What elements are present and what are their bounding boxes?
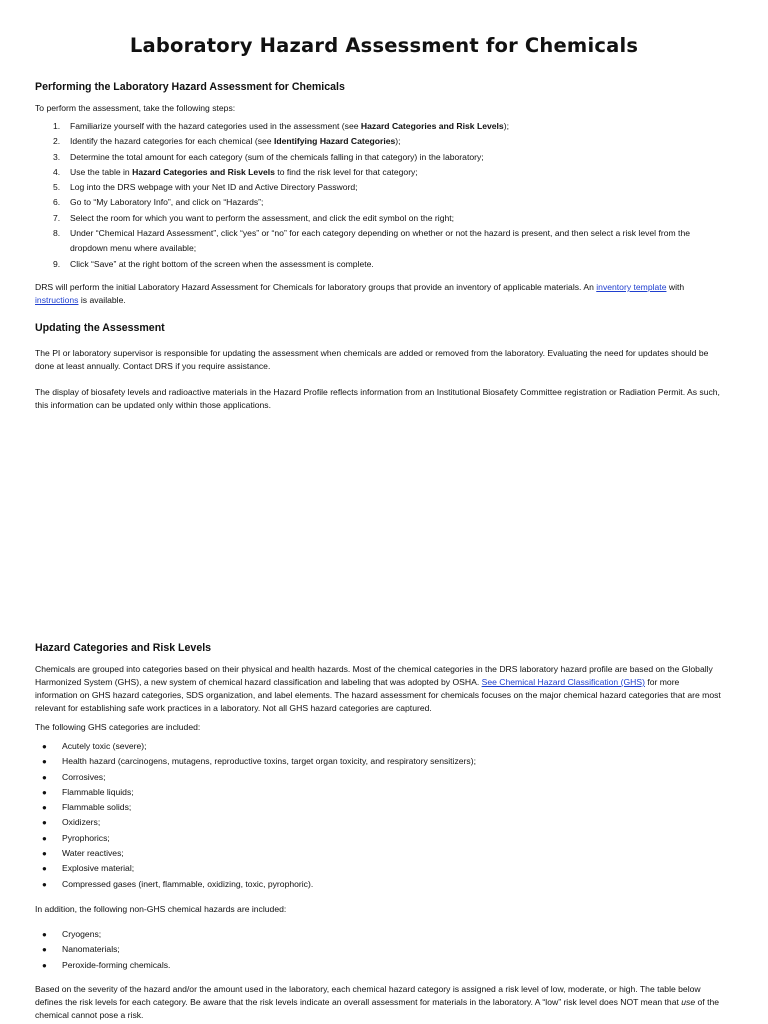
list-item: ● Flammable solids; [42, 802, 132, 813]
list-item: ● Oxidizers; [42, 817, 101, 828]
step-item: 2. Identify the hazard categories for each chemical (see Identifying Hazard Categories); [53, 136, 401, 147]
step-item: 9. Click “Save” at the right bottom of the screen when the assessment is complete. [53, 258, 374, 269]
non-ghs-categories-list [35, 927, 170, 973]
page-title: Laboratory Hazard Assessment for Chemicals [129, 34, 639, 57]
section-heading-categories: Hazard Categories and Risk Levels [35, 642, 212, 654]
steps-intro: To perform the assessment, take the following steps: [35, 103, 236, 113]
list-item: ● Compressed gases (inert, flammable, oxidizing, toxic, pyrophoric). [42, 878, 314, 889]
step-item: 1. Familiarize yourself with the hazard categories used in the assessment (see Hazard Categories and Risk Levels); [53, 121, 509, 131]
step-item: 8. Under “Chemical Hazard Assessment”, click “yes” or “no” for each category depending on whether or not the hazard is present, and then select a risk level from the dropdown menu where available; [53, 228, 691, 254]
step-item: 5. Log into the DRS webpage with your Net ID and Active Directory Password; [53, 182, 358, 193]
section-heading-performing: Performing the Laboratory Hazard Assessment for Chemicals [35, 81, 345, 93]
instructions-link[interactable]: instructions [35, 295, 79, 305]
list-item: ● Acutely toxic (severe); [42, 741, 147, 751]
step-item: 7. Select the room for which you want to perform the assessment, and click the edit symbol on the right; [53, 212, 455, 223]
ghs-intro: The following GHS categories are included: [35, 722, 201, 732]
list-item: ● Pyrophorics; [42, 832, 110, 843]
list-item: ● Nanomaterials; [42, 944, 120, 955]
list-item: ● Cryogens; [42, 929, 102, 939]
ghs-categories-list [35, 739, 476, 892]
categories-paragraph: Chemicals are grouped into categories based on their physical and health hazards. Most of the chemical categories in the DRS laboratory hazard profile are based on the Globally Harmonized System (GHS), a new system of chemical hazard classification and labeling that was adopted by OSHA. See Chemical Hazard Classification (GHS) for more information on GHS hazard categories, SDS organization, and label elements. The hazard assessment for chemicals focuses on the major chemical hazard categories that are most relevant for establishing safe work practices in a laboratory. Not all GHS hazard categories are captured. [35, 664, 721, 713]
step-item: 3. Determine the total amount for each category (sum of the chemicals falling in that category) in the laboratory; [53, 151, 484, 162]
list-item: ● Health hazard (carcinogens, mutagens, reproductive toxins, target organ toxicity, and respiratory sensitizers); [42, 756, 476, 767]
list-item: ● Water reactives; [42, 848, 124, 859]
step-item: 4. Use the table in Hazard Categories and Risk Levels to find the risk level for that category; [53, 166, 418, 177]
updating-paragraph-1: The PI or laboratory supervisor is responsible for updating the assessment when chemicals are added or removed from the laboratory. Evaluating the need for updates should be done at least annually. Contact DRS if you require assistance. [35, 348, 709, 371]
list-item: ● Flammable liquids; [42, 786, 134, 797]
non-ghs-intro: In addition, the following non-GHS chemical hazards are included: [35, 904, 287, 914]
step-item: 6. Go to “My Laboratory Info”, and click on “Hazards”; [53, 197, 264, 208]
updating-paragraph-2: The display of biosafety levels and radioactive materials in the Hazard Profile reflects information from an Institutional Biosafety Committee registration or Radiation Permit. As such, this information can be updated only within those applications. [35, 387, 720, 410]
risk-level-paragraph: Based on the severity of the hazard and/or the amount used in the laboratory, each chemical hazard category is assigned a risk level of low, moderate, or high. The table below defines the risk levels for each category. Be aware that the risk levels indicate an overall assessment for materials in the laboratory. A “low” risk level does NOT mean that use of the chemical cannot pose a risk. [35, 984, 720, 1020]
inventory-template-link[interactable]: inventory template [596, 282, 667, 292]
list-item: ● Explosive material; [42, 863, 135, 874]
section-heading-updating: Updating the Assessment [35, 322, 165, 334]
drs-paragraph: DRS will perform the initial Laboratory Hazard Assessment for Chemicals for laboratory groups that provide an inventory of applicable materials. An inventory template with instructions is available. [35, 282, 685, 305]
list-item: ● Peroxide-forming chemicals. [42, 959, 171, 970]
steps-list [35, 119, 723, 272]
list-item: ● Corrosives; [42, 771, 106, 782]
ghs-classification-link[interactable]: See Chemical Hazard Classification (GHS) [481, 677, 645, 687]
